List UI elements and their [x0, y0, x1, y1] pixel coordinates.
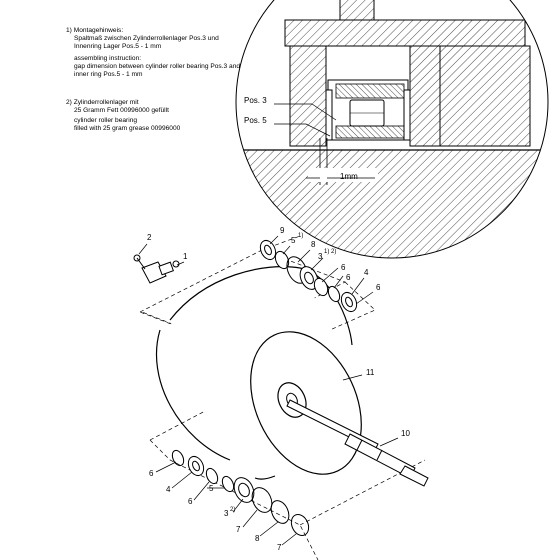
note-1-en-line2: gap dimension between cylinder roller bearing Pos.3 and	[74, 63, 241, 70]
callout-6-upper-c: 6	[376, 283, 381, 292]
callout-1: 1	[183, 252, 188, 261]
label-gap-1mm: 1mm	[340, 172, 358, 181]
callout-3-note: 1) 2)	[324, 249, 337, 255]
grease-nipple-assembly	[134, 255, 179, 283]
callout-6-lower-a: 6	[149, 469, 154, 478]
callout-10: 10	[401, 429, 410, 438]
callout-7-lower-a: 7	[236, 525, 241, 534]
callout-6-upper-a: 6	[341, 263, 346, 272]
note-1-en-line1: assembling instruction:	[74, 55, 142, 62]
callout-5-lower: 5	[209, 484, 214, 493]
callout-9: 9	[280, 226, 285, 235]
note-2-en-line2: filled with 25 gram grease 00996000	[74, 125, 181, 132]
callout-4-upper: 4	[364, 268, 369, 277]
note-1-en-line3: inner ring Pos.5 - 1 mm	[74, 71, 143, 78]
callout-11: 11	[366, 368, 375, 377]
callout-6-upper-b: 6	[346, 273, 351, 282]
note-2-title: 2) Zylinderrollenlager mit	[66, 99, 139, 106]
callout-5-note: 1)	[298, 233, 304, 239]
callout-8-lower: 8	[255, 534, 260, 543]
callout-4-lower: 4	[166, 485, 171, 494]
callout-8-upper: 8	[311, 240, 316, 249]
callout-7-lower-b: 7	[277, 543, 282, 552]
callout-5-upper: 5	[291, 236, 296, 245]
callout-3-upper: 3	[318, 252, 323, 261]
bearing-detail-view	[236, 0, 560, 260]
callout-3-lower: 3	[224, 509, 229, 518]
label-pos5: Pos. 5	[244, 116, 267, 125]
label-pos3: Pos. 3	[244, 96, 267, 105]
callout-6-lower-b: 6	[188, 497, 193, 506]
note-1-title: 1) Montagehinweis:	[66, 27, 124, 34]
note-2-de-line1: 25 Gramm Fett 00996000 gefüllt	[74, 107, 169, 114]
callout-3-lower-note: 2)	[230, 507, 236, 513]
note-1-de-line1: Spaltmaß zwischen Zylinderrollenlager Pos.3 und	[74, 35, 219, 42]
note-1-de-line2: Innenring Lager Pos.5 - 1 mm	[74, 43, 162, 50]
note-2-en-line1: cylinder roller bearing	[74, 117, 138, 124]
callout-2: 2	[147, 233, 152, 242]
